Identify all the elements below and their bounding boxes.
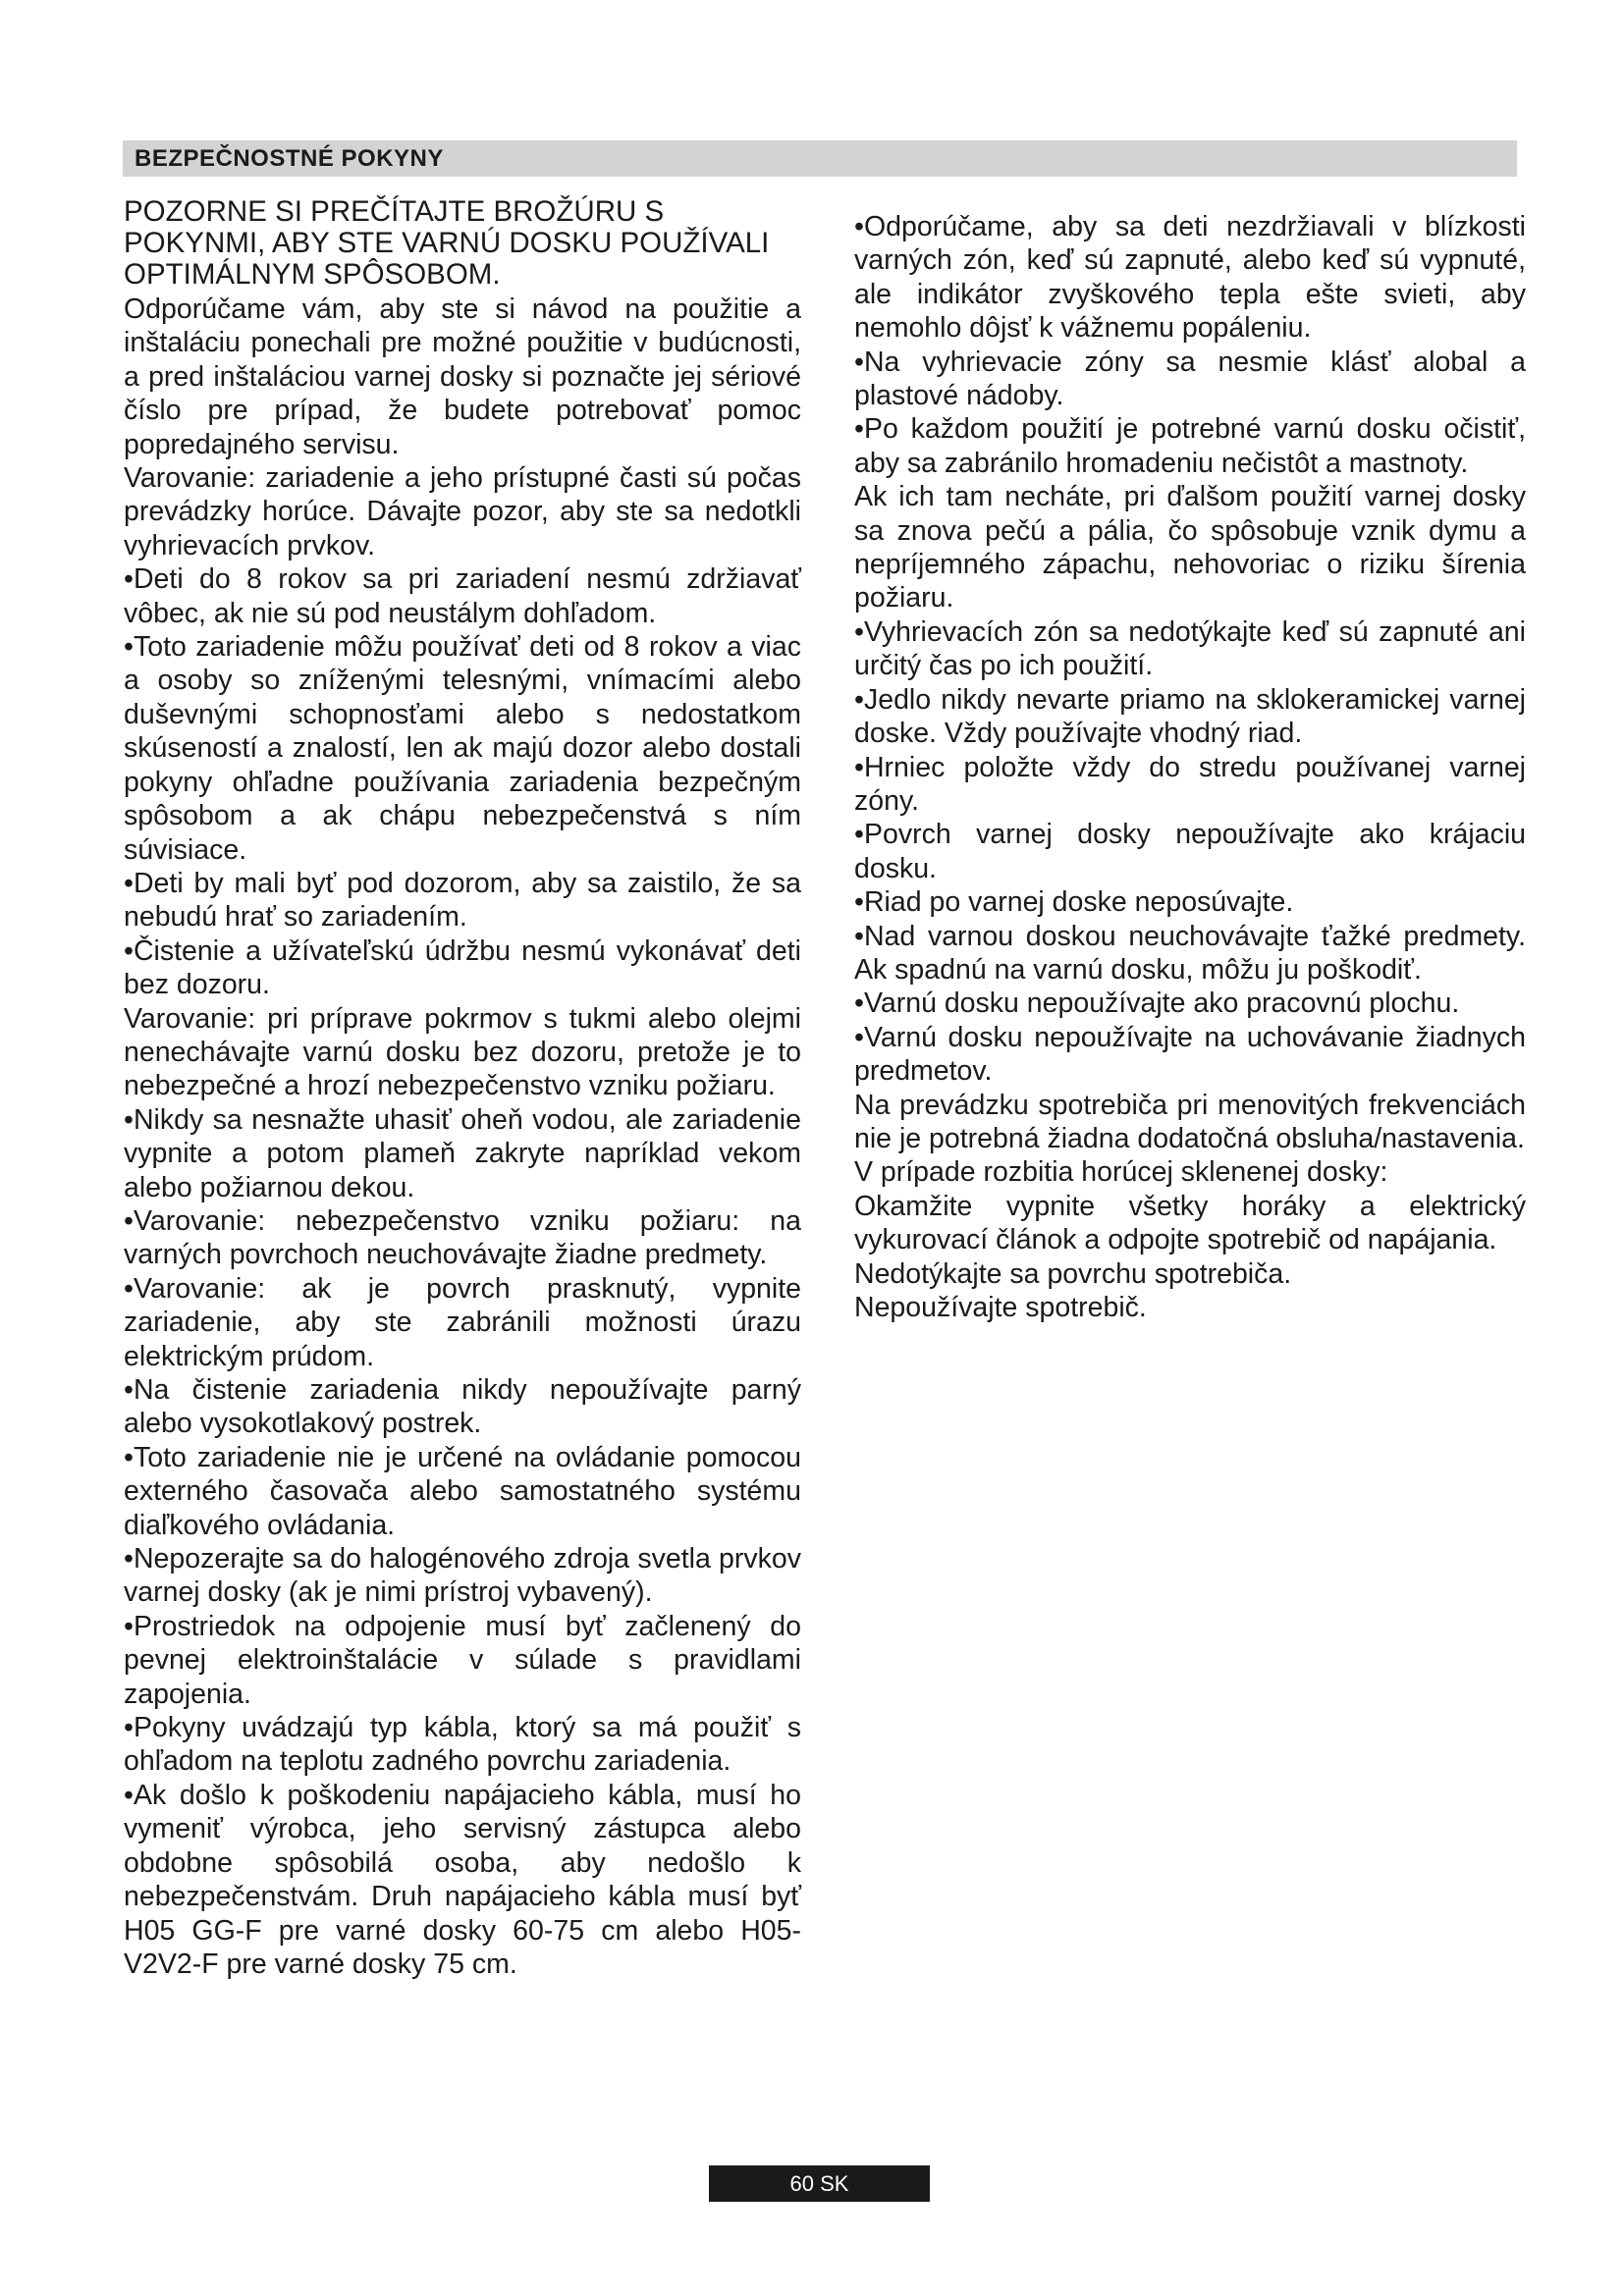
paragraph: •Na čistenie zariadenia nikdy nepoužívajte parný alebo vysokotlakový postrek. (124, 1374, 801, 1440)
paragraph: •Nad varnou doskou neuchovávajte ťažké predmety. Ak spadnú na varnú dosku, môžu ju poškodiť. (854, 920, 1526, 986)
paragraph: •Odporúčame, aby sa deti nezdržiavali v blízkosti varných zón, keď sú zapnuté, alebo keď sú vypnuté, ale indikátor zvyškového tepla ešte svieti, aby nemohlo dôjsť k vážnemu popáleniu. (854, 211, 1526, 345)
left-column (124, 196, 801, 1981)
right-column (854, 210, 1526, 1324)
paragraph: •Deti do 8 rokov sa pri zariadení nesmú zdržiavať vôbec, ak nie sú pod neustálym dohľadom. (124, 563, 801, 629)
paragraph: •Varovanie: nebezpečenstvo vzniku požiaru: na varných povrchoch neuchovávajte žiadne predmety. (124, 1204, 801, 1271)
paragraph: Nedotýkajte sa povrchu spotrebiča. (854, 1257, 1292, 1290)
paragraph: •Prostriedok na odpojenie musí byť začlenený do pevnej elektroinštalácie v súlade s pravidlami zapojenia. (124, 1610, 801, 1710)
section-header (123, 140, 1517, 177)
paragraph: •Čistenie a užívateľskú údržbu nesmú vykonávať deti bez dozoru. (124, 934, 801, 1001)
paragraph: •Varnú dosku nepoužívajte na uchovávanie žiadnych predmetov. (854, 1021, 1526, 1088)
paragraph: •Hrniec položte vždy do stredu používanej varnej zóny. (854, 751, 1526, 817)
paragraph: •Nikdy sa nesnažte uhasiť oheň vodou, ale zariadenie vypnite a potom plameň zakryte napríklad vekom alebo požiarnou dekou. (124, 1103, 801, 1203)
paragraph: Nepoužívajte spotrebič. (854, 1292, 1147, 1323)
paragraph: •Deti by mali byť pod dozorom, aby sa zaistilo, že sa nebudú hrať so zariadením. (124, 867, 801, 934)
paragraph: •Nepozerajte sa do halogénového zdroja svetla prvkov varnej dosky (ak je nimi prístroj vybavený). (124, 1543, 801, 1609)
paragraph: •Riad po varnej doske neposúvajte. (854, 886, 1294, 919)
paragraph: Ak ich tam necháte, pri ďalšom použití varnej dosky sa znova pečú a pália, čo spôsobuje vznik dymu a nepríjemného zápachu, nehovoriac o riziku šírenia požiaru. (854, 481, 1526, 614)
paragraph: •Ak došlo k poškodeniu napájacieho kábla, musí ho vymeniť výrobca, jeho servisný zástupca alebo obdobne spôsobilá osoba, aby nedošlo k nebezpečenstvám. Druh napájacieho kábla musí byť H05 GG-F pre varné dosky 60-75 cm alebo H05-V2V2-F pre varné dosky 75 cm. (124, 1779, 801, 1980)
paragraph: •Na vyhrievacie zóny sa nesmie klásť alobal a plastové nádoby. (854, 346, 1526, 412)
paragraph: Na prevádzku spotrebiča pri menovitých frekvenciách nie je potrebná žiadna dodatočná obsluha/nastavenia. (854, 1089, 1526, 1154)
paragraph: Varovanie: pri príprave pokrmov s tukmi alebo olejmi nenechávajte varnú dosku bez dozoru, pretože je to nebezpečné a hrozí nebezpečenstvo vzniku požiaru. (124, 1002, 801, 1102)
section-title: BEZPEČNOSTNÉ POKYNY (135, 144, 444, 172)
paragraph: •Povrch varnej dosky nepoužívajte ako krájaciu dosku. (854, 819, 1526, 884)
warning-title: POZORNE SI PREČÍTAJTE BROŽÚRU S POKYNMI, ABY STE VARNÚ DOSKU POUŽÍVALI OPTIMÁLNYM SPÔSOBOM. (124, 195, 770, 291)
paragraph: Odporúčame vám, aby ste si návod na použitie a inštaláciu ponechali pre možné použitie v budúcnosti, a pred inštaláciou varnej dosky si poznačte jej sériové číslo pre prípad, že budete potrebovať pomoc popredajného servisu. (124, 294, 801, 460)
paragraph: Varovanie: zariadenie a jeho prístupné časti sú počas prevádzky horúce. Dávajte pozor, aby ste sa nedotkli vyhrievacích prvkov. (124, 462, 801, 561)
paragraph: •Varovanie: ak je povrch prasknutý, vypnite zariadenie, aby ste zabránili možnosti úrazu elektrickým prúdom. (124, 1272, 801, 1372)
paragraph: •Varnú dosku nepoužívajte ako pracovnú plochu. (854, 988, 1460, 1020)
paragraph: •Toto zariadenie môžu používať deti od 8 rokov a viac a osoby so zníženými telesnými, vnímacími alebo duševnými schopnosťami alebo s nedostatkom skúseností a znalostí, len ak majú dozor alebo dostali pokyny ohľadne používania zariadenia bezpečným spôsobom a ak chápu nebezpečenstvá s ním súvisiace. (124, 631, 801, 866)
paragraph: •Pokyny uvádzajú typ kábla, ktorý sa má použiť s ohľadom na teplotu zadného povrchu zariadenia. (124, 1712, 801, 1778)
paragraph: Okamžite vypnite všetky horáky a elektrický vykurovací článok a odpojte spotrebič od napájania. (854, 1190, 1526, 1256)
page-number (709, 2165, 930, 2202)
paragraph: •Jedlo nikdy nevarte priamo na sklokeramickej varnej doske. Vždy používajte vhodný riad. (854, 683, 1526, 750)
paragraph: •Po každom použití je potrebné varnú dosku očistiť, aby sa zabránilo hromadeniu nečistôt a mastnoty. (854, 413, 1526, 479)
page-number-label: 60 SK (789, 2170, 849, 2196)
paragraph: •Vyhrievacích zón sa nedotýkajte keď sú zapnuté ani určitý čas po ich použití. (854, 615, 1526, 682)
paragraph: •Toto zariadenie nie je určené na ovládanie pomocou externého časovača alebo samostatného systému diaľkového ovládania. (124, 1441, 801, 1541)
paragraph: V prípade rozbitia horúcej sklenenej dosky: (854, 1156, 1388, 1189)
